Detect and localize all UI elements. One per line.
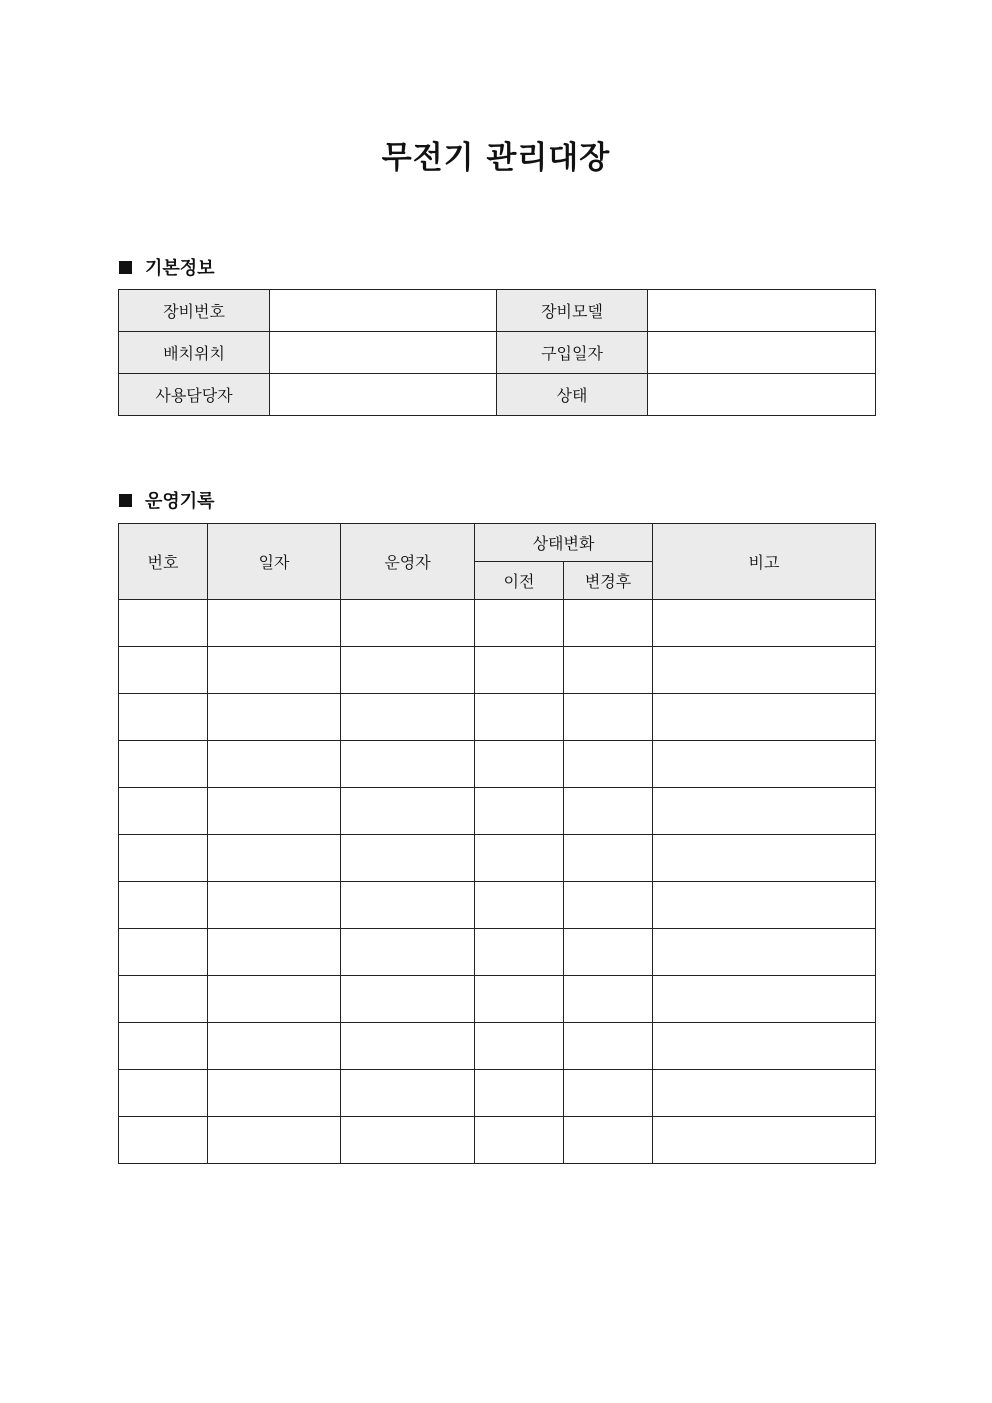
log-cell-before[interactable] xyxy=(475,882,564,929)
table-row xyxy=(119,1023,876,1070)
basic-info-table xyxy=(118,289,876,416)
log-cell-after[interactable] xyxy=(564,741,653,788)
operation-log-heading-label: 운영기록 xyxy=(145,491,215,512)
log-cell-before[interactable] xyxy=(475,694,564,741)
operation-log-heading xyxy=(119,487,215,513)
log-cell-date[interactable] xyxy=(208,929,341,976)
log-cell-date[interactable] xyxy=(208,1070,341,1117)
col-header-after: 변경후 xyxy=(564,562,653,600)
log-cell-remarks[interactable] xyxy=(653,882,876,929)
page-title: 무전기 관리대장 xyxy=(381,140,611,176)
table-row xyxy=(119,647,876,694)
table-row xyxy=(119,694,876,741)
info-label: 배치위치 xyxy=(119,332,270,374)
log-cell-operator[interactable] xyxy=(341,741,475,788)
col-header-remarks: 비고 xyxy=(653,524,876,600)
log-cell-after[interactable] xyxy=(564,694,653,741)
log-cell-no[interactable] xyxy=(119,788,208,835)
table-row xyxy=(119,1117,876,1164)
log-cell-no[interactable] xyxy=(119,1117,208,1164)
log-cell-no[interactable] xyxy=(119,600,208,647)
info-label: 상태 xyxy=(497,374,648,416)
log-cell-remarks[interactable] xyxy=(653,1070,876,1117)
info-label: 사용담당자 xyxy=(119,374,270,416)
basic-info-heading xyxy=(119,254,215,280)
table-row xyxy=(119,882,876,929)
info-row xyxy=(119,332,876,374)
col-header-operator: 운영자 xyxy=(341,524,475,600)
log-cell-operator[interactable] xyxy=(341,694,475,741)
log-cell-no[interactable] xyxy=(119,1023,208,1070)
log-cell-remarks[interactable] xyxy=(653,1117,876,1164)
log-cell-before[interactable] xyxy=(475,647,564,694)
table-row xyxy=(119,1070,876,1117)
log-cell-after[interactable] xyxy=(564,788,653,835)
log-cell-operator[interactable] xyxy=(341,1117,475,1164)
col-header-status-change: 상태변화 xyxy=(475,524,653,562)
log-cell-before[interactable] xyxy=(475,929,564,976)
info-value-field[interactable] xyxy=(648,332,876,374)
log-cell-after[interactable] xyxy=(564,929,653,976)
log-cell-after[interactable] xyxy=(564,1117,653,1164)
log-cell-before[interactable] xyxy=(475,835,564,882)
info-value-field[interactable] xyxy=(648,290,876,332)
log-cell-operator[interactable] xyxy=(341,1070,475,1117)
log-cell-no[interactable] xyxy=(119,647,208,694)
log-cell-remarks[interactable] xyxy=(653,600,876,647)
log-cell-after[interactable] xyxy=(564,647,653,694)
log-cell-after[interactable] xyxy=(564,1070,653,1117)
log-cell-before[interactable] xyxy=(475,600,564,647)
log-cell-date[interactable] xyxy=(208,600,341,647)
log-cell-no[interactable] xyxy=(119,929,208,976)
log-cell-operator[interactable] xyxy=(341,788,475,835)
info-label: 장비번호 xyxy=(119,290,270,332)
log-cell-remarks[interactable] xyxy=(653,835,876,882)
log-cell-remarks[interactable] xyxy=(653,694,876,741)
log-cell-after[interactable] xyxy=(564,882,653,929)
log-cell-no[interactable] xyxy=(119,741,208,788)
log-cell-no[interactable] xyxy=(119,976,208,1023)
log-cell-no[interactable] xyxy=(119,694,208,741)
log-cell-no[interactable] xyxy=(119,882,208,929)
log-cell-remarks[interactable] xyxy=(653,1023,876,1070)
log-cell-before[interactable] xyxy=(475,788,564,835)
log-cell-no[interactable] xyxy=(119,1070,208,1117)
operation-log-table xyxy=(118,523,876,1164)
log-cell-remarks[interactable] xyxy=(653,929,876,976)
log-cell-date[interactable] xyxy=(208,741,341,788)
info-row xyxy=(119,290,876,332)
log-cell-date[interactable] xyxy=(208,647,341,694)
table-row xyxy=(119,976,876,1023)
log-cell-operator[interactable] xyxy=(341,976,475,1023)
log-cell-after[interactable] xyxy=(564,976,653,1023)
log-cell-after[interactable] xyxy=(564,835,653,882)
log-cell-after[interactable] xyxy=(564,600,653,647)
log-cell-before[interactable] xyxy=(475,976,564,1023)
info-value-field[interactable] xyxy=(270,332,497,374)
table-row xyxy=(119,600,876,647)
square-bullet-icon xyxy=(119,494,132,507)
col-header-date: 일자 xyxy=(208,524,341,600)
log-cell-date[interactable] xyxy=(208,1117,341,1164)
basic-info-heading-label: 기본정보 xyxy=(145,258,215,279)
info-label: 구입일자 xyxy=(497,332,648,374)
log-cell-no[interactable] xyxy=(119,835,208,882)
log-cell-before[interactable] xyxy=(475,1023,564,1070)
log-cell-remarks[interactable] xyxy=(653,788,876,835)
info-row xyxy=(119,374,876,416)
table-row xyxy=(119,929,876,976)
table-row xyxy=(119,788,876,835)
log-cell-operator[interactable] xyxy=(341,882,475,929)
log-cell-date[interactable] xyxy=(208,694,341,741)
info-label: 장비모델 xyxy=(497,290,648,332)
info-value-field[interactable] xyxy=(648,374,876,416)
log-cell-remarks[interactable] xyxy=(653,647,876,694)
log-cell-operator[interactable] xyxy=(341,835,475,882)
info-value-field[interactable] xyxy=(270,374,497,416)
table-row xyxy=(119,741,876,788)
log-cell-remarks[interactable] xyxy=(653,741,876,788)
log-cell-operator[interactable] xyxy=(341,647,475,694)
log-cell-operator[interactable] xyxy=(341,929,475,976)
log-cell-date[interactable] xyxy=(208,882,341,929)
col-header-no: 번호 xyxy=(119,524,208,600)
col-header-before: 이전 xyxy=(475,562,564,600)
log-cell-before[interactable] xyxy=(475,741,564,788)
log-cell-date[interactable] xyxy=(208,835,341,882)
log-cell-date[interactable] xyxy=(208,976,341,1023)
log-cell-remarks[interactable] xyxy=(653,976,876,1023)
table-row xyxy=(119,835,876,882)
log-cell-date[interactable] xyxy=(208,1023,341,1070)
log-cell-date[interactable] xyxy=(208,788,341,835)
log-cell-operator[interactable] xyxy=(341,1023,475,1070)
log-cell-before[interactable] xyxy=(475,1117,564,1164)
square-bullet-icon xyxy=(119,261,132,274)
log-cell-before[interactable] xyxy=(475,1070,564,1117)
log-cell-after[interactable] xyxy=(564,1023,653,1070)
info-value-field[interactable] xyxy=(270,290,497,332)
log-cell-operator[interactable] xyxy=(341,600,475,647)
